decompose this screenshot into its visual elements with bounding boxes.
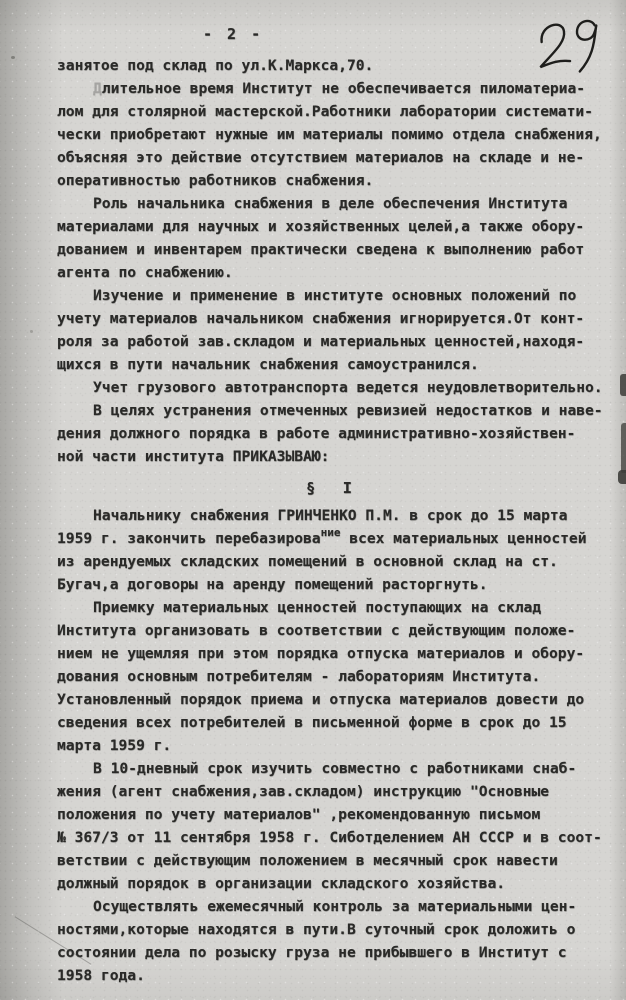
text-line: Приемку материальных ценностей поступающих на склад — [93, 599, 542, 616]
text-line: учету материалов начальником снабжения игнорируется.От конт- — [57, 310, 585, 327]
text-line: дения должного порядка в работе административно-хозяйствен- — [57, 425, 576, 442]
text-line: Осуществлять ежемесячный контроль за материальными цен- — [93, 898, 577, 915]
text-line: агента по снабжению. — [57, 264, 233, 281]
text-line — [57, 527, 609, 550]
document-lines — [57, 54, 609, 987]
text-segment: всех материальных ценностей — [340, 530, 587, 547]
text-line: объясняя это действие отсутствием материалов на складе и не- — [57, 149, 585, 166]
scan-edge-artifact — [618, 470, 626, 484]
scan-speck — [11, 56, 15, 59]
text-line: ностями,которые находятся в пути.В суточный срок доложить о — [57, 921, 576, 938]
text-line: Начальнику снабжения ГРИНЧЕНКО П.М. в срок до 15 марта — [93, 507, 568, 524]
text-line: должный порядок в организации складского хозяйства. — [57, 875, 506, 892]
text-line: занятое под склад по ул.К.Маркса,70. — [57, 57, 374, 74]
text-line: Бугач,а договоры на аренду помещений расторгнуть. — [57, 576, 488, 593]
text-line: Длительное время Институт не обеспечивается пиломатериа- — [93, 80, 586, 97]
text-line: лом для столярной мастерской.Работники лаборатории системати- — [57, 103, 593, 120]
text-line: дования основным потребителям - лабораториям Института. — [57, 668, 541, 685]
text-line: жения (агент снабжения,зав.складом) инструкцию "Основные — [57, 783, 550, 800]
text-line: материалами для научных и хозяйственных целей,а также обору- — [57, 218, 585, 235]
text-line: ветствии с действующим положением в месячный срок навести — [57, 852, 558, 869]
text-line: щихся в пути начальник снабжения самоустранился. — [57, 356, 479, 373]
text-line: В целях устранения отмеченных ревизией недостатков и наве- — [93, 402, 603, 419]
text-line: Установленный порядок приема и отпуска материалов довести до — [57, 691, 585, 708]
text-line: положения по учету материалов" ,рекомендованную письмом — [57, 806, 541, 823]
text-line: В 10-дневный срок изучить совместно с работниками снаб- — [93, 760, 577, 777]
text-line: Учет грузового автотранспорта ведется неудовлетворительно. — [93, 379, 603, 396]
text-line: чески приобретают нужные им материалы помимо отдела снабжения, — [57, 126, 602, 143]
section-heading: § I — [306, 479, 361, 497]
text-line: дованием и инвентарем практически сведена к выполнению работ — [57, 241, 585, 258]
text-line: состоянии дела по розыску груза не прибывшего в Институт с — [57, 944, 567, 961]
text-line: Изучение и применение в институте основных положений по — [93, 287, 577, 304]
text-line: Роль начальника снабжения в деле обеспечения Института — [93, 195, 568, 212]
text-line: 1958 года. — [57, 967, 145, 984]
text-line: Института организовать в соответствии с действующим положе- — [57, 622, 576, 639]
scan-speck — [30, 330, 33, 333]
text-line: марта 1959 г. — [57, 737, 172, 754]
scan-edge-artifact — [620, 374, 626, 396]
text-segment: 1959 г. закончить перебазирова — [57, 530, 321, 547]
text-line: нием не ущемляя при этом порядка отпуска материалов и обору- — [57, 645, 585, 662]
superscript-insertion: ние — [320, 526, 341, 539]
scan-edge-artifact — [621, 423, 626, 473]
text-line: № 367/3 от 11 сентября 1958 г. Сиботделением АН СССР и в соот- — [57, 829, 602, 846]
text-line: ной части института ПРИКАЗЫВАЮ: — [57, 448, 330, 465]
text-line: из арендуемых складских помещений в основной склад на ст. — [57, 553, 558, 570]
page-number: - 2 - — [203, 25, 264, 43]
text-line: оперативностью работников снабжения. — [57, 172, 374, 189]
text-line: роля за работой зав.складом и материальных ценностей,находя- — [57, 333, 585, 350]
text-line: сведения всех потребителей в письменной форме в срок до 15 — [57, 714, 567, 731]
